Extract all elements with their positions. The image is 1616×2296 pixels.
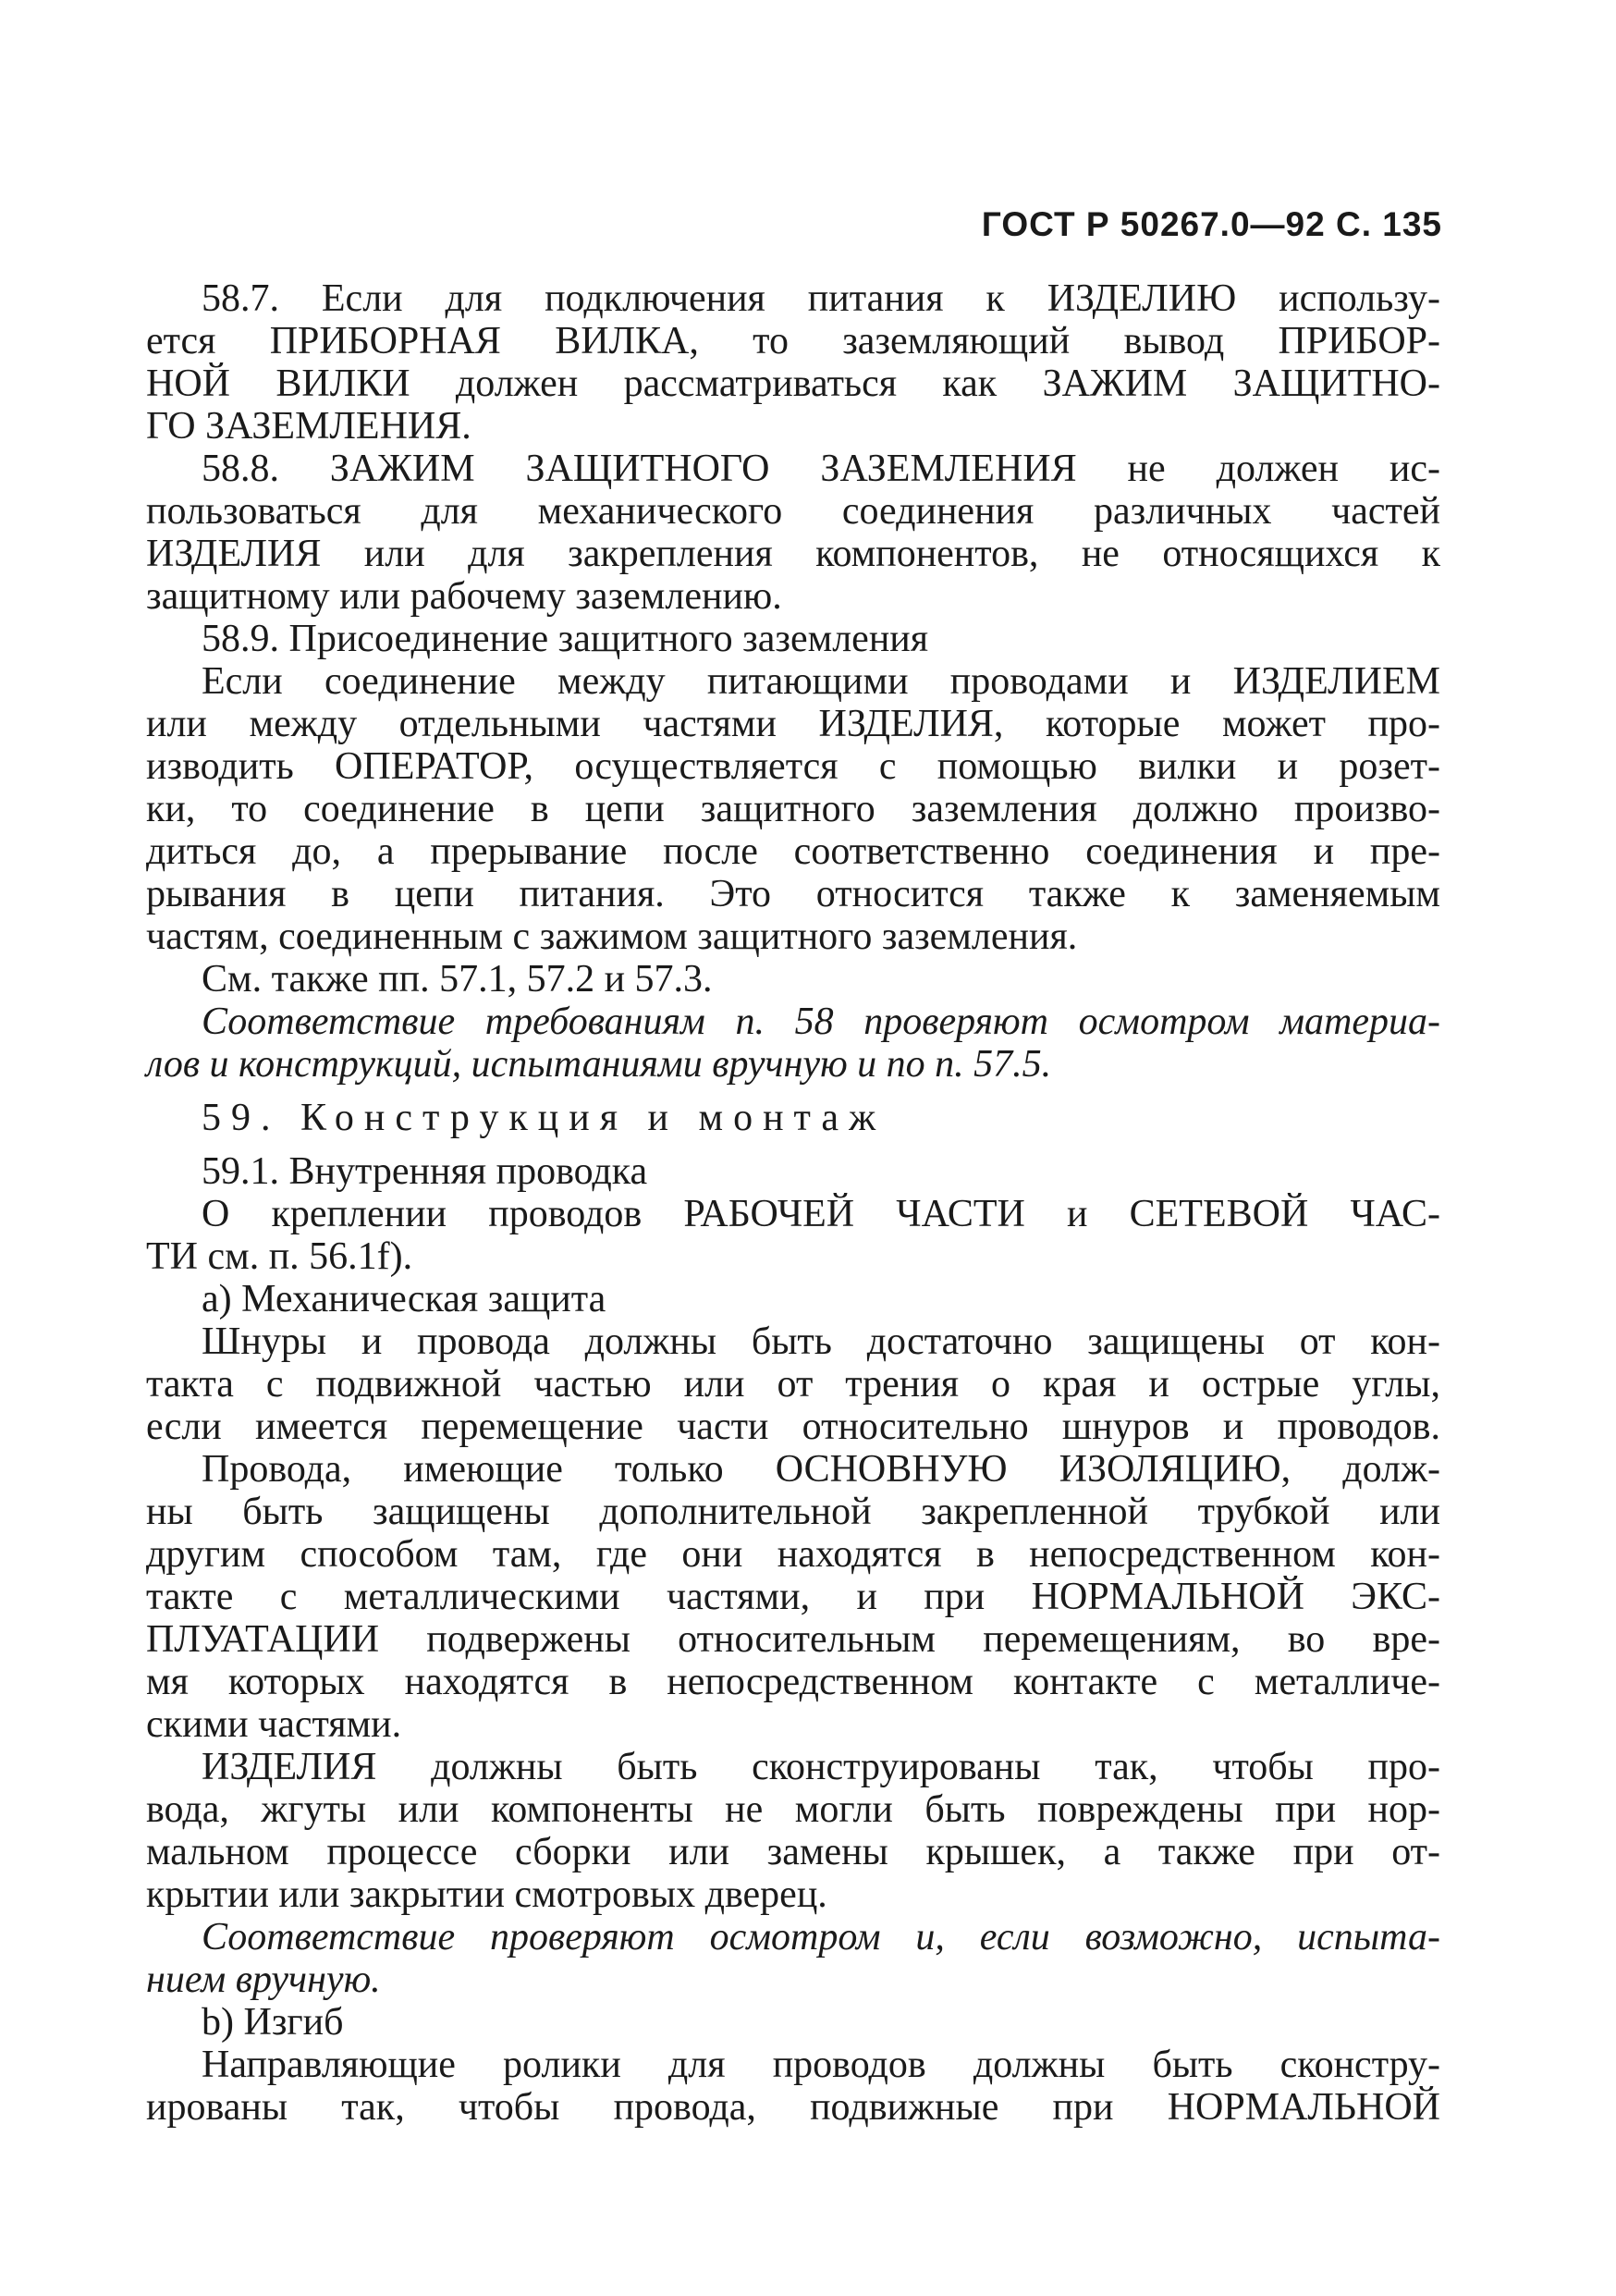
text-line: Направляющие ролики для проводов должны быть сконстру- <box>202 2044 1440 2086</box>
text-line: ны быть защищены дополнительной закрепленной трубкой или <box>146 1491 1440 1533</box>
text-line: другим способом там, где они находятся в непосредственном кон- <box>146 1533 1440 1576</box>
text-line: ированы так, чтобы провода, подвижные при НОРМАЛЬНОЙ <box>146 2086 1440 2129</box>
italic-line: нием вручную. <box>146 1958 381 2001</box>
subsection-heading: b) Изгиб <box>202 2001 344 2044</box>
section-heading: 59.1. Внутренняя проводка <box>202 1150 648 1193</box>
text-line: НОЙ ВИЛКИ должен рассматриваться как ЗАЖИМ ЗАЩИТНО- <box>146 362 1440 405</box>
text-line: защитному или рабочему заземлению. <box>146 575 782 618</box>
text-line: мя которых находятся в непосредственном контакте с металличе- <box>146 1661 1440 1703</box>
text-line: пользоваться для механического соединения различных частей <box>146 490 1440 533</box>
italic-line: Соответствие требованиям п. 58 проверяют осмотром материа- <box>202 1001 1440 1043</box>
text-line: или между отдельными частями ИЗДЕЛИЯ, которые может про- <box>146 703 1440 745</box>
text-line: изводить ОПЕРАТОР, осуществляется с помощью вилки и розет- <box>146 745 1440 788</box>
text-line: ИЗДЕЛИЯ или для закрепления компонентов, не относящихся к <box>146 533 1440 575</box>
text-line: крытии или закрытии смотровых дверец. <box>146 1873 827 1916</box>
text-line: ГО ЗАЗЕМЛЕНИЯ. <box>146 405 471 448</box>
text-line: Если соединение между питающими проводами и ИЗДЕЛИЕМ <box>202 660 1440 703</box>
text-line: 58.8. ЗАЖИМ ЗАЩИТНОГО ЗАЗЕМЛЕНИЯ не должен ис- <box>202 448 1440 490</box>
text-line: частям, соединенным с зажимом защитного заземления. <box>146 915 1078 958</box>
page-header: ГОСТ Р 50267.0—92 С. 135 <box>981 205 1442 243</box>
text-line: вода, жгуты или компоненты не могли быть повреждены при нор- <box>146 1788 1440 1831</box>
italic-line: лов и конструкций, испытаниями вручную и по п. 57.5. <box>146 1043 1052 1086</box>
text-line: такта с подвижной частью или от трения о края и острые углы, <box>146 1363 1440 1406</box>
text-line: Шнуры и провода должны быть достаточно защищены от кон- <box>202 1320 1440 1363</box>
text-line: О креплении проводов РАБОЧЕЙ ЧАСТИ и СЕТЕВОЙ ЧАС- <box>202 1193 1440 1235</box>
text-line: такте с металлическими частями, и при НОРМАЛЬНОЙ ЭКС- <box>146 1576 1440 1618</box>
body-text <box>146 277 1440 2129</box>
text-line: ИЗДЕЛИЯ должны быть сконструированы так, чтобы про- <box>202 1746 1440 1788</box>
text-line: См. также пп. 57.1, 57.2 и 57.3. <box>202 958 713 1001</box>
text-line: ется ПРИБОРНАЯ ВИЛКА, то заземляющий вывод ПРИБОР- <box>146 320 1440 362</box>
text-line: рывания в цепи питания. Это относится также к заменяемым <box>146 873 1440 915</box>
text-line: если имеется перемещение части относительно шнуров и проводов. <box>146 1406 1440 1448</box>
text-line: скими частями. <box>146 1703 402 1746</box>
text-line: диться до, а прерывание после соответственно соединения и пре- <box>146 830 1440 873</box>
text-line: Провода, имеющие только ОСНОВНУЮ ИЗОЛЯЦИЮ, долж- <box>202 1448 1440 1491</box>
section-title: 59. Конструкция и монтаж <box>202 1097 887 1139</box>
section-heading: 58.9. Присоединение защитного заземления <box>202 618 929 660</box>
text-line: ки, то соединение в цепи защитного заземления должно произво- <box>146 788 1440 830</box>
italic-line: Соответствие проверяют осмотром и, если возможно, испыта- <box>202 1916 1440 1958</box>
text-line: мальном процессе сборки или замены крышек, а также при от- <box>146 1831 1440 1873</box>
text-line: 58.7. Если для подключения питания к ИЗДЕЛИЮ использу- <box>202 277 1440 320</box>
text-line: ПЛУАТАЦИИ подвержены относительным перемещениям, во вре- <box>146 1618 1440 1661</box>
text-line: ТИ см. п. 56.1f). <box>146 1235 413 1278</box>
subsection-heading: a) Механическая защита <box>202 1278 606 1320</box>
